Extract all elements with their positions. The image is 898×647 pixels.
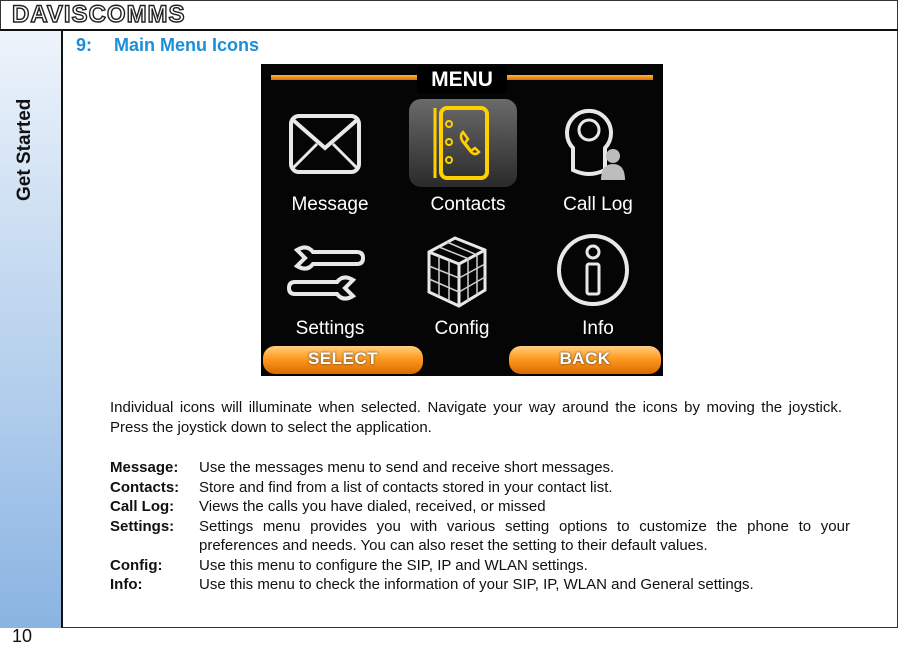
definition-desc: Use the messages menu to send and receive short messages. xyxy=(199,459,615,476)
envelope-icon xyxy=(283,104,367,188)
definition-row xyxy=(110,575,850,595)
back-softkey-label: BACK xyxy=(559,349,611,368)
logo-text: DAVISCOMMS xyxy=(12,1,186,28)
section-heading xyxy=(76,35,259,56)
menu-item-label: Call Log xyxy=(563,194,633,215)
definition-row xyxy=(110,497,850,517)
menu-title: MENU xyxy=(417,67,507,93)
section-number: 9: xyxy=(76,35,93,55)
definition-term: Message: xyxy=(110,459,179,476)
info-icon xyxy=(551,230,635,314)
menu-item-label: Settings xyxy=(295,318,365,339)
definition-desc: Use this menu to configure the SIP, IP and WLAN settings. xyxy=(199,556,588,574)
page-header xyxy=(0,0,898,30)
definition-term: Call Log: xyxy=(110,498,175,515)
sidebar-title: Get Started xyxy=(14,98,35,201)
select-softkey[interactable] xyxy=(263,346,423,374)
select-softkey-label: SELECT xyxy=(307,349,379,368)
back-softkey[interactable] xyxy=(509,346,661,374)
call-log-icon xyxy=(551,104,635,188)
cube-icon xyxy=(415,230,499,314)
definition-desc: Use this menu to check the information of your SIP, IP, WLAN and General settings. xyxy=(199,576,754,593)
definition-row xyxy=(110,458,850,478)
definition-row xyxy=(110,556,850,576)
definition-row xyxy=(110,478,850,498)
menu-item-label: Info xyxy=(582,318,614,339)
sidebar xyxy=(0,31,63,646)
definition-desc: Views the calls you have dialed, received, or missed xyxy=(199,498,546,515)
address-book-icon xyxy=(421,104,505,188)
definition-term: Info: xyxy=(110,576,143,593)
definition-term: Config: xyxy=(110,556,163,574)
definition-desc: Store and find from a list of contacts stored in your contact list. xyxy=(199,478,613,496)
menu-title-bar xyxy=(261,64,663,94)
definition-term: Settings: xyxy=(110,517,175,535)
definition-term: Contacts: xyxy=(110,478,180,496)
header-divider xyxy=(0,29,898,31)
wrench-icon xyxy=(283,236,367,320)
definition-row xyxy=(110,517,850,556)
menu-item-label: Config xyxy=(434,318,490,339)
section-title: Main Menu Icons xyxy=(114,35,260,55)
definition-list xyxy=(110,458,850,595)
intro-paragraph: Individual icons will illuminate when selected. Navigate your way around the icons by moving the joystick. Press the joystick down to select the application. xyxy=(110,399,842,436)
page-number: 10 xyxy=(12,626,33,646)
phone-menu-screen xyxy=(261,64,663,376)
daviscomms-logo xyxy=(12,2,186,28)
menu-item-label: Contacts xyxy=(430,194,506,215)
definition-desc: Settings menu provides you with various setting options to customize the phone to your preferences and needs. You can also reset the setting to their default values. xyxy=(199,517,850,554)
menu-item-label: Message xyxy=(291,194,369,215)
